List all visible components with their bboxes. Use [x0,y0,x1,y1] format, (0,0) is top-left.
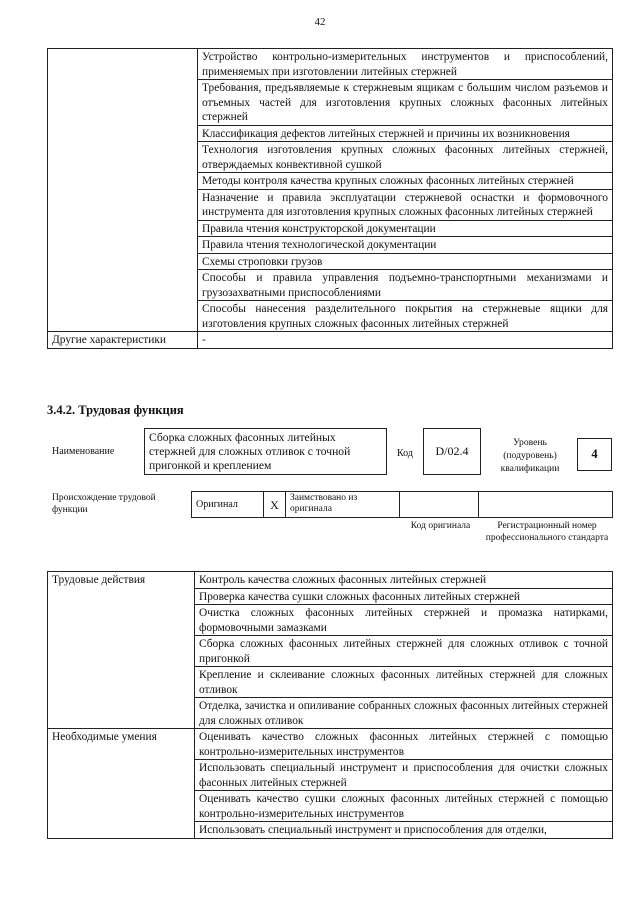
action-item: Очистка сложных фасонных литейных стержней и промазка натирками, формовочными замазками [195,605,613,636]
original-cell: Оригинал [192,492,264,518]
table-row [48,332,613,349]
table-row [48,572,613,589]
knowledge-item: Схемы строповки грузов [198,253,613,270]
action-item: Сборка сложных фасонных литейных стержней для сложных отливок с точной пригонкой [195,636,613,667]
skill-item: Использовать специальный инструмент и приспособления для очистки сложных фасонных литейных стержней [195,760,613,791]
knowledge-item: Классификация дефектов литейных стержней и причины их возникновения [198,125,613,142]
origin-table [191,491,613,518]
knowledge-item: Правила чтения технологической документации [198,237,613,254]
registration-caption: Регистрационный номер профессионального стандарта [485,521,609,543]
other-characteristics-label: Другие характеристики [48,332,198,349]
table-cell-empty [48,49,198,332]
skills-label: Необходимые умения [48,729,195,839]
knowledge-item: Способы и правила управления подъемно-транспортными механизмами и грузозахватными приспособлениями [198,270,613,301]
code-value: D/02.4 [435,444,469,458]
knowledge-item: Устройство контрольно-измерительных инструментов и приспособлений, применяемых при изготовлении литейных стержней [198,49,613,80]
skill-item: Использовать специальный инструмент и приспособления для отделки, [195,822,613,839]
skill-item: Оценивать качество сложных фасонных литейных стержней с помощью контрольно-измерительных инструментов [195,729,613,760]
actions-label: Трудовые действия [48,572,195,729]
action-item: Крепление и склеивание сложных фасонных литейных стержней для сложных отливок [195,667,613,698]
function-name-value: Сборка сложных фасонных литейных стержней для сложных отливок с точной пригонкой и креплением [149,431,351,472]
function-details-table [47,571,613,839]
action-item: Отделка, зачистка и опиливание собранных сложных фасонных литейных стержней для сложных отливок [195,698,613,729]
table-row [48,49,613,80]
borrowed-cell: Заимствовано из оригинала [286,492,400,518]
knowledge-item: Назначение и правила эксплуатации стержневой оснастки и формовочного инструмента для изготовления крупных сложных фасонных литейных стержней [198,189,613,220]
registration-number-cell [479,492,613,518]
knowledge-item: Способы нанесения разделительного покрытия на стержневые ящики для изготовления крупных сложных фасонных литейных стержней [198,301,613,332]
level-box [577,438,612,471]
action-item: Проверка качества сушки сложных фасонных литейных стержней [195,588,613,605]
knowledge-table [47,48,613,349]
original-code-cell [400,492,479,518]
other-characteristics-value: - [198,332,613,349]
knowledge-item: Правила чтения конструкторской документации [198,220,613,237]
original-mark: X [264,492,286,518]
level-label: Уровень (подуровень) квалификации [500,437,560,474]
table-row [192,492,613,518]
code-caption: Код оригинала [410,521,471,531]
code-box [423,428,481,475]
knowledge-item: Технология изготовления крупных сложных фасонных литейных стержней, отверждаемых конвективной сушкой [198,142,613,173]
code-label: Код [397,448,413,459]
skill-item: Оценивать качество сушки сложных фасонных литейных стержней с помощью контрольно-измерительных инструментов [195,791,613,822]
knowledge-item: Требования, предъявляемые к стержневым ящикам с большим числом разъемов и отъемных частей для изготовления крупных сложных фасонных литейных стержней [198,80,613,126]
action-item: Контроль качества сложных фасонных литейных стержней [195,572,613,589]
level-value: 4 [591,447,598,461]
section-title: 3.4.2. Трудовая функция [47,403,184,417]
knowledge-item: Методы контроля качества крупных сложных фасонных литейных стержней [198,173,613,190]
name-label: Наименование [52,446,115,457]
function-name-box [144,428,387,475]
page-number: 42 [314,16,326,28]
table-row [48,729,613,760]
origin-label: Происхождение трудовой функции [52,493,156,515]
